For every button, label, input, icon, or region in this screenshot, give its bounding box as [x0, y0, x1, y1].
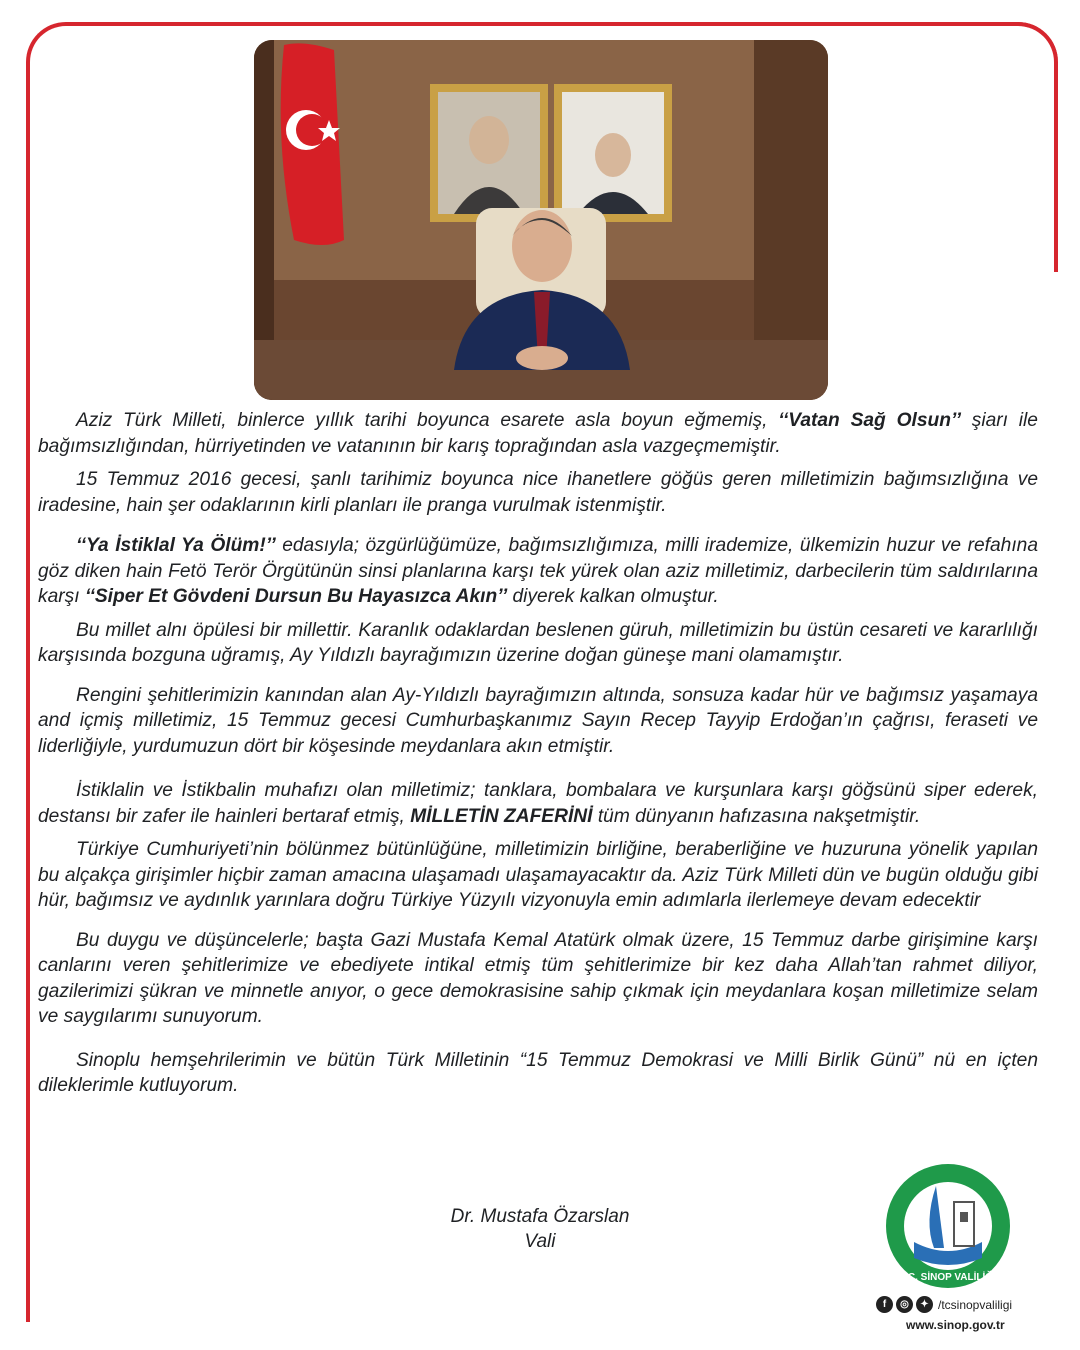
social-links — [876, 1296, 1012, 1313]
paragraph-2: 15 Temmuz 2016 gecesi, şanlı tarihimiz boyunca nice ihanetlere göğüs geren milletimizin bağımsızlığına ve iradesine, hain şer odaklarının kirli planları ile pranga vurulmak istenmiştir. — [38, 469, 1038, 516]
instagram-icon[interactable]: ◎ — [896, 1296, 913, 1313]
seal-text: T.C. SİNOP VALİLİĞİ — [900, 1272, 996, 1283]
governor-office-photo — [254, 40, 828, 400]
website-link[interactable]: www.sinop.gov.tr — [906, 1318, 1005, 1332]
paragraph-9: Sinoplu hemşehrilerimin ve bütün Türk Milletinin “15 Temmuz Demokrasi ve Milli Birlik Günü” nü en içten dileklerimle kutluyorum. — [38, 1049, 1038, 1096]
message-body — [38, 408, 1038, 1099]
paragraph-3: ‘‘Ya İstiklal Ya Ölüm!’’ edasıyla; özgürlüğümüze, bağımsızlığımıza, milli irademize, ülkemizin huzur ve refahına göz diken hain Fetö Terör Örgütünün sinsi planlarına karşı tek yürek olan aziz milletimiz, darbecilerin tüm saldırılarına karşı ‘‘Siper Et Gövdeni Dursun Bu Hayasızca Akın’’ diyerek kalkan olmuştur. — [38, 535, 1038, 607]
signature-name: Dr. Mustafa Özarslan — [450, 1206, 630, 1227]
facebook-icon[interactable]: f — [876, 1296, 893, 1313]
social-handle[interactable]: /tcsinopvaliligi — [938, 1297, 1013, 1312]
paragraph-4: Bu millet alnı öpülesi bir millettir. Karanlık odaklardan beslenen güruh, milletimizin bu üstün cesareti ve kararlılığı karşısında bozguna uğramış, Ay Yıldızlı bayrağımızın üzerine doğan güneşe mani olamamıştır. — [38, 619, 1038, 666]
sinop-valiligi-seal — [884, 1162, 1012, 1290]
twitter-icon[interactable]: ✦ — [916, 1296, 933, 1313]
paragraph-1: Aziz Türk Milleti, binlerce yıllık tarihi boyunca esarete asla boyun eğmemiş, ‘‘Vatan Sağ Olsun’’ şiarı ile bağımsızlığından, hürriyetinden ve vatanının bir karış toprağından asla vazgeçmemiştir. — [38, 410, 1038, 457]
paragraph-5: Rengini şehitlerimizin kanından alan Ay-Yıldızlı bayrağımızın altında, sonsuza kadar hür ve bağımsız yaşamaya and içmiş milletimiz, 15 Temmuz gecesi Cumhurbaşkanımız Sayın Recep Tayyip Erdoğan’ın çağrısı, feraseti ve liderliğiyle, yurdumuzun dört bir köşesinde meydanlara akın etmiştir. — [38, 684, 1038, 757]
signature-title: Vali — [524, 1231, 556, 1252]
paragraph-8: Bu duygu ve düşüncelerle; başta Gazi Mustafa Kemal Atatürk olmak üzere, 15 Temmuz darbe girişimine karşı canlarını veren şehitlerimize ve ebediyete intikal etmiş tüm şehitlerimize bir kez daha Allah’tan rahmet diliyor, gazilerimizi şükran ve minnetle anıyor, o gece demokrasisine sahip çıkmak için meydanlara koşan milletimize selam ve saygılarımı sunuyorum. — [38, 929, 1038, 1027]
paragraph-6: İstiklalin ve İstikbalin muhafızı olan milletimiz; tanklara, bombalara ve kurşunlara karşı göğsünü siper ederek, destansı bir zafer ile hainleri bertaraf etmiş, MİLLETİN ZAFERİNİ tüm dünyanın hafızasına nakşetmiştir. — [38, 780, 1038, 827]
paragraph-7: Türkiye Cumhuriyeti’nin bölünmez bütünlüğüne, milletimizin birliğine, beraberliğine ve huzuruna yönelik yapılan bu alçakça girişimler hiçbir zaman amacına ulaşamadı ulaşamayacaktır da. Aziz Türk Milleti dün ve bugün olduğu gibi hür, bağımsız ve aydınlık yarınlara doğru Türkiye Yüzyılı vizyonuyla emin adımlarla ilerlemeye devam edecektir — [38, 839, 1038, 911]
page-border-right — [1018, 22, 1058, 272]
